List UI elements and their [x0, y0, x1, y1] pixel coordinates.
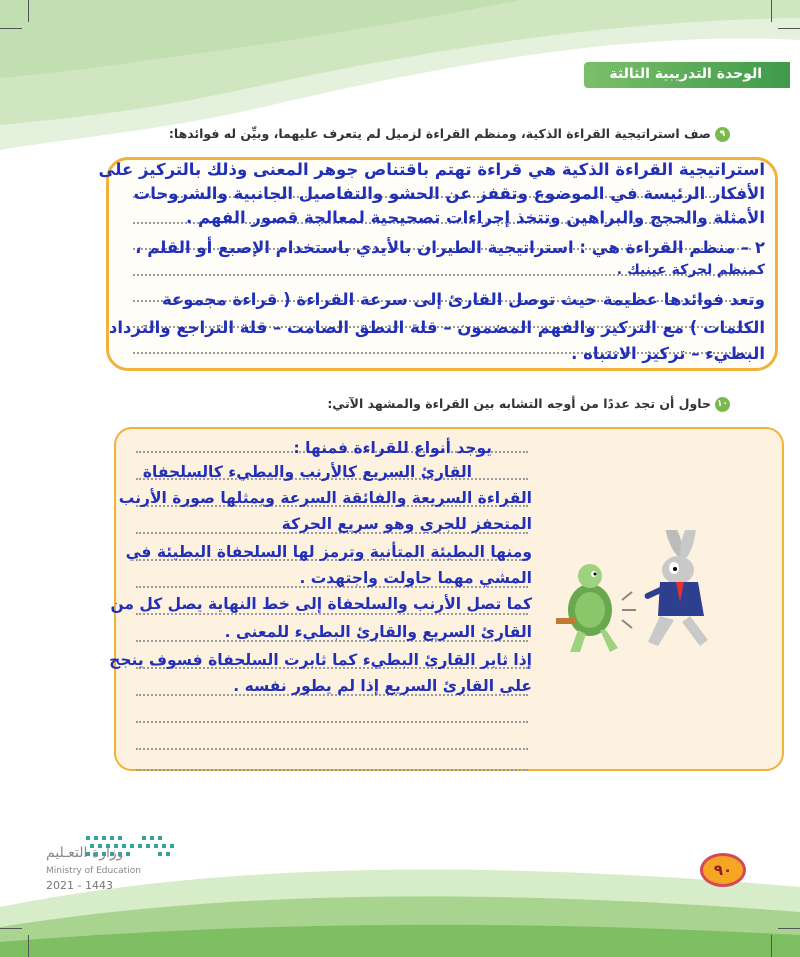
writing-line [136, 721, 528, 723]
question-number-badge: ٩ [715, 127, 730, 142]
answer-line: المتحفز للجري وهو سريع الحركة [281, 515, 532, 533]
crop-mark [778, 28, 800, 29]
answer-line: ٢ – منظم القراءة هي : استراتيجية الطيران بالأيدي باستخدام الإصبع أو القلم ، [135, 238, 765, 257]
answer-line: الأمثلة والحجج والبراهين وتتخذ إجراءات تصحيحية لمعالجة قصور الفهم . [186, 208, 765, 227]
answer-line: الكلمات ) مع التركيز والفهم المضمون – قلة النطق الصامت – قلة التراجع والترداد [108, 318, 765, 337]
crop-mark [28, 0, 29, 22]
answer-line: يوجد أنواع للقراءة فمنها : [293, 439, 492, 457]
answer-line: وتعد فوائدها عظيمة حيث توصل القارئ إلى سرعة القراءة ( قراءة مجموعة [161, 290, 765, 309]
writing-line [136, 613, 528, 615]
crop-mark [771, 0, 772, 22]
ministry-name-arabic: وزارة التعـليم [46, 845, 124, 861]
answer-line: كمنظم لحركة عينيك . [616, 262, 765, 278]
hare-icon [644, 530, 708, 646]
question-text: صف استراتيجية القراءة الذكية، ومنظم القراءة لزميل لم يتعرف عليهما، وبيِّن له فوائدها: [168, 126, 711, 141]
question-number-badge: ١٠ [715, 397, 730, 412]
answer-line: الأفكار الرئيسة في الموضوع وتقفز عن الحشو والتفاصيل الجانبية والشروحات [133, 184, 765, 203]
crop-mark [778, 928, 800, 929]
edition-year: 2021 - 1443 [46, 879, 113, 892]
unit-title: الوحدة التدريبية الثالثة [609, 66, 762, 82]
answer-line: كما تصل الأرنب والسلحفاة إلى خط النهاية يصل كل من [110, 595, 532, 613]
crop-mark [0, 28, 22, 29]
writing-line [136, 748, 528, 750]
page-number-badge: ٩٠ [700, 853, 746, 887]
tortoise-and-hare-illustration [548, 530, 720, 660]
crop-mark [28, 935, 29, 957]
question-text: حاول أن تجد عددًا من أوجه التشابه بين القراءة والمشهد الآتي: [327, 396, 711, 411]
answer-line: المشي مهما حاولت واجتهدت . [299, 569, 532, 587]
answer-line: إذا ثابر القارئ البطيء كما ثابرت السلحفاة فسوف ينجح [109, 651, 532, 669]
question-9-prompt [169, 126, 730, 142]
ministry-name-english: Ministry of Education [46, 866, 141, 876]
answer-line: القارئ السريع كالأرنب والبطيء كالسلحفاة [142, 463, 472, 481]
answer-line: على القارئ السريع إذا لم يطور نفسه . [233, 677, 532, 695]
answer-box-question-9 [98, 157, 778, 371]
answer-line: البطيء – تركيز الانتباه . [571, 344, 765, 363]
crop-mark [0, 928, 22, 929]
question-10-prompt [327, 396, 730, 412]
answer-line: القارئ السريع والقارئ البطيء للمعنى . [224, 623, 532, 641]
answer-line: القراءة السريعة والفائقة السرعة ويمثلها صورة الأرنب [118, 489, 532, 507]
answer-line: ومنها البطيئة المتأنية وترمز لها السلحفاة البطيئة في [125, 543, 532, 561]
crop-mark [771, 935, 772, 957]
tortoise-icon [556, 564, 618, 652]
writing-line [136, 769, 528, 771]
answer-line: استراتيجية القراءة الذكية هي قراءة تهتم باقتناص جوهر المعنى وذلك بالتركيز على [98, 160, 765, 179]
